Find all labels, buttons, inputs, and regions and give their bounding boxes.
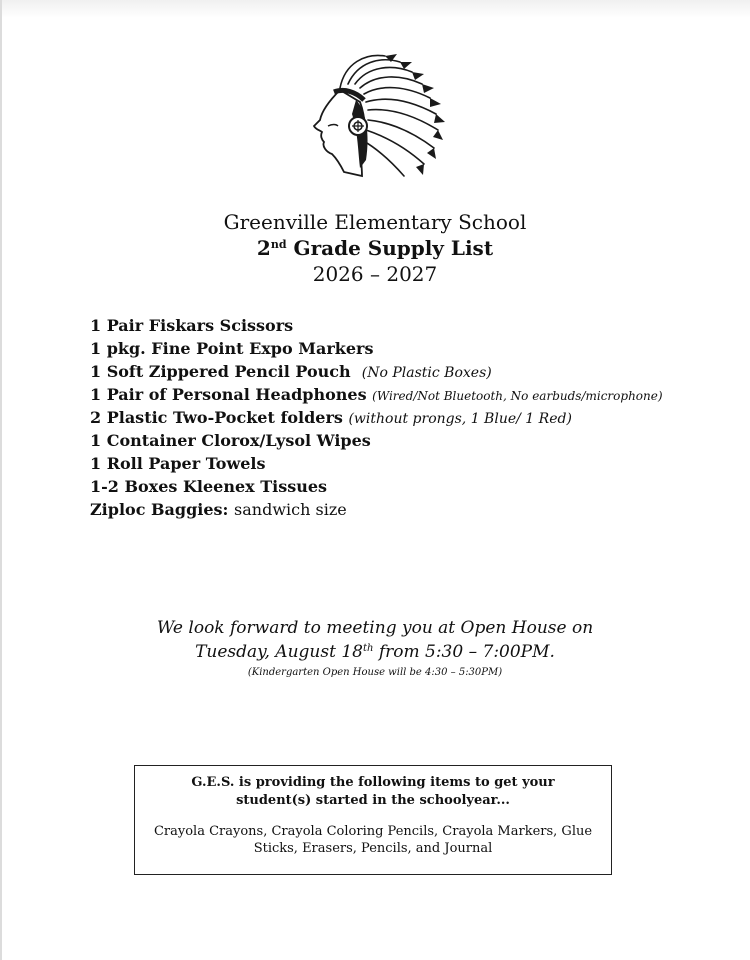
grade-number: 2 (256, 236, 271, 260)
supply-item (90, 452, 730, 475)
supply-item-label: 1 pkg. Fine Point Expo Markers (90, 339, 374, 358)
page-left-edge (0, 0, 2, 960)
provided-items-box (134, 765, 612, 875)
grade-title (0, 236, 750, 260)
supply-item (90, 383, 730, 406)
open-house-line1: We look forward to meeting you at Open House on (156, 618, 594, 638)
supply-item (90, 406, 730, 429)
supply-list (90, 314, 730, 521)
supply-item-label: 1 Pair of Personal Headphones (90, 385, 367, 404)
kindergarten-open-house-note: (Kindergarten Open House will be 4:30 – 5:30PM) (247, 667, 503, 678)
supply-item-detail: sandwich size (234, 500, 347, 519)
open-house-date: Tuesday, August 18 (195, 642, 363, 662)
supply-item-note: (No Plastic Boxes) (361, 365, 492, 381)
supply-item-label: 2 Plastic Two-Pocket folders (90, 408, 343, 427)
supply-item-label: 1 Container Clorox/Lysol Wipes (90, 431, 371, 450)
page-top-shadow (0, 0, 750, 18)
provided-heading: G.E.S. is providing the following items to get your student(s) started in the schoolyear... (191, 775, 555, 808)
supply-item (90, 498, 730, 521)
supply-item (90, 475, 730, 498)
supply-item-label: 1 Roll Paper Towels (90, 454, 266, 473)
supply-item (90, 360, 730, 383)
provided-items-list: Crayola Crayons, Crayola Coloring Pencils, Crayola Markers, Glue Sticks, Erasers, Pencils, and Journal (153, 824, 593, 856)
supply-item-note: (Wired/Not Bluetooth, No earbuds/microphone) (372, 389, 663, 403)
open-house-date-suffix: th (362, 643, 374, 654)
school-year: 2026 – 2027 (312, 262, 438, 286)
supply-item-label: 1 Pair Fiskars Scissors (90, 316, 294, 335)
open-house-line2 (0, 642, 750, 662)
supply-item-label: 1 Soft Zippered Pencil Pouch (90, 362, 351, 381)
native-headdress-mascot-icon (300, 48, 445, 183)
supply-item (90, 314, 730, 337)
grade-title-text: Grade Supply List (286, 236, 494, 260)
supply-item-note: (without prongs, 1 Blue/ 1 Red) (348, 411, 572, 427)
grade-suffix: nd (270, 238, 287, 251)
supply-item (90, 337, 730, 360)
supply-item-label: 1-2 Boxes Kleenex Tissues (90, 477, 328, 496)
supply-item-label: Ziploc Baggies: (90, 500, 229, 519)
supply-item (90, 429, 730, 452)
open-house-time: from 5:30 – 7:00PM. (373, 642, 555, 662)
school-name: Greenville Elementary School (223, 210, 527, 234)
